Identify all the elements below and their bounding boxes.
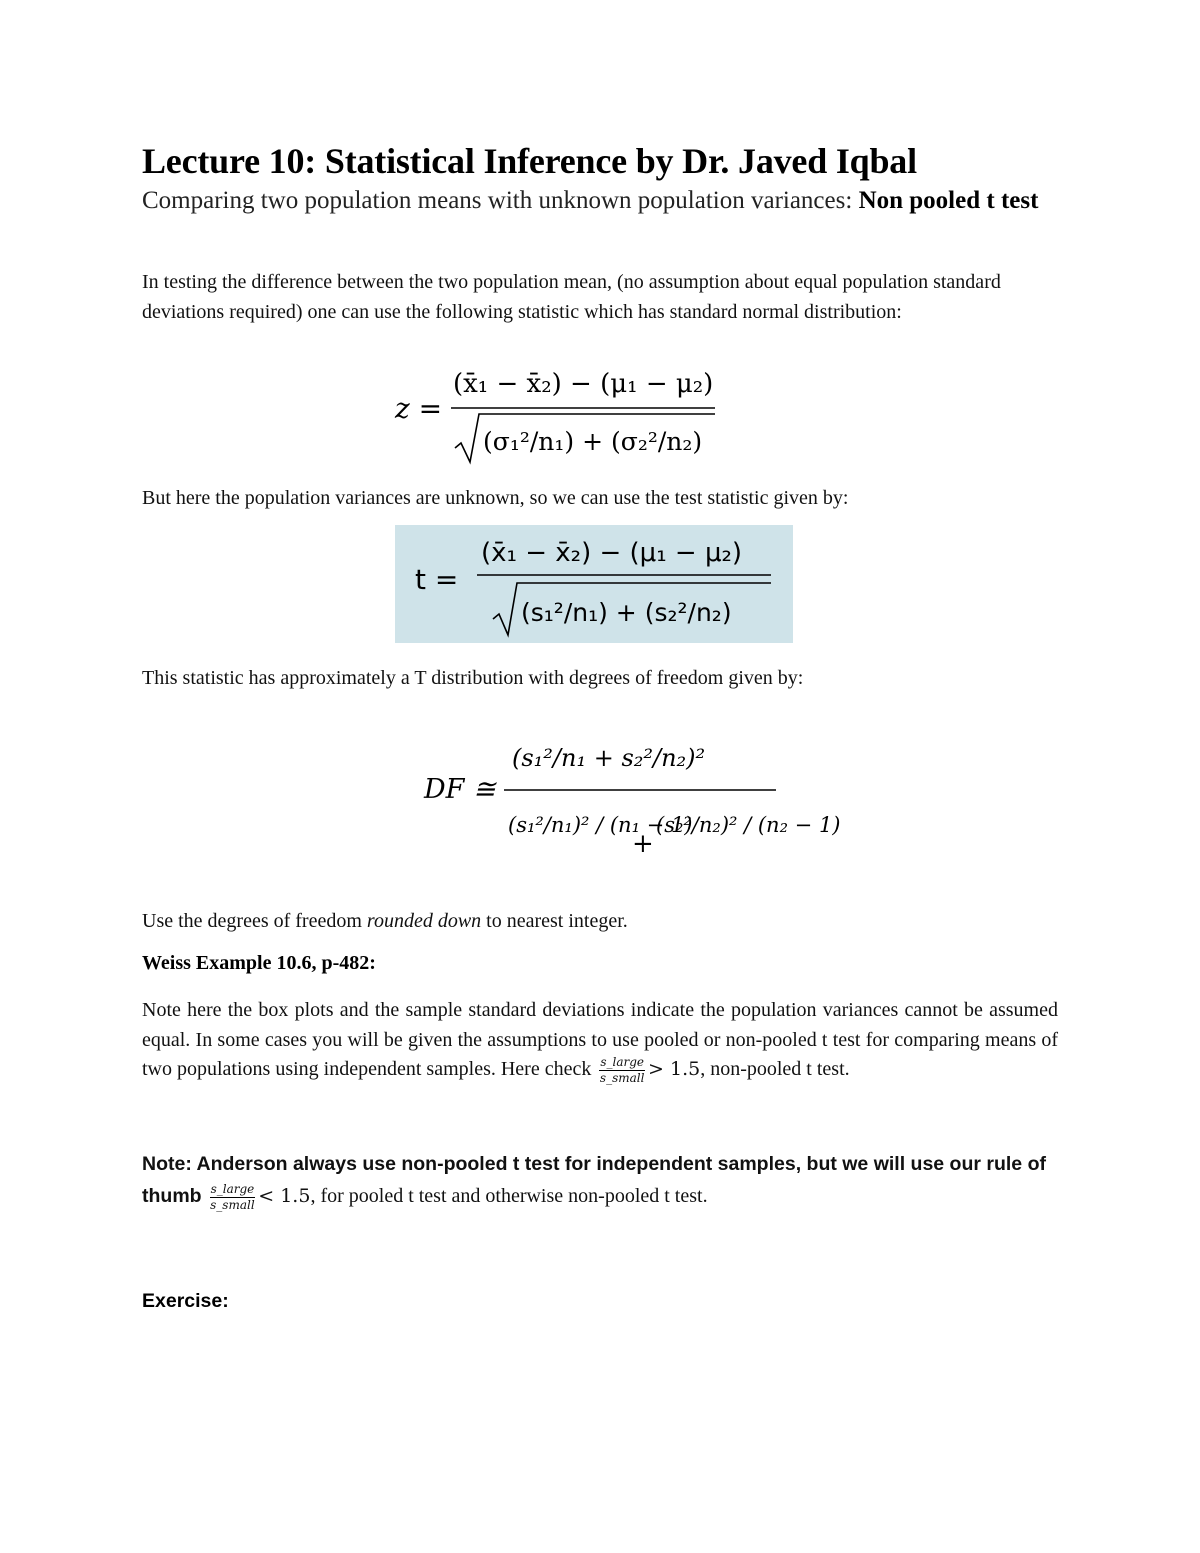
example-heading: Weiss Example 10.6, p-482: <box>142 952 376 974</box>
exercise-heading: Exercise: <box>142 1290 229 1312</box>
example-paragraph-text: Note here the box plots and the sample standard deviations indicate the population variances cannot be assumed equal. In some cases you will be given the assumptions to use pooled or non-pooled t test for comparing means of two populations using independent samples. Here check <box>142 999 1058 1080</box>
ratio-denominator: s_small <box>599 1070 645 1085</box>
z-formula-numerator: (x̄₁ − x̄₂) − (μ₁ − μ₂) <box>453 369 714 399</box>
rounding-text-before: Use the degrees of freedom <box>142 910 367 932</box>
df-plus-sign: + <box>632 829 654 859</box>
df-intro-text: This statistic has approximately a T distribution with degrees of freedom given by: <box>142 667 804 689</box>
intro-paragraph: In testing the difference between the two population mean, (no assumption about equal population standard deviations required) one can use the following statistic which has standard normal distribution: <box>142 271 1001 323</box>
df-formula-denominator-right: (s₂²/n₂)² / (n₂ − 1) <box>656 813 841 837</box>
page-title: Lecture 10: Statistical Inference by Dr. Javed Iqbal <box>142 141 917 181</box>
note-ratio-numerator: s_large <box>210 1181 255 1196</box>
subtitle <box>142 184 1042 218</box>
ratio-fraction <box>599 1056 645 1085</box>
df-formula <box>420 708 841 890</box>
subtitle-text: Comparing two population means with unknown population variances: <box>142 187 859 214</box>
note-math: < 1.5 <box>258 1185 311 1207</box>
df-formula-lhs: DF ≅ <box>424 774 496 805</box>
z-formula-lhs: z = <box>395 392 443 425</box>
subtitle-bold: Non pooled t test <box>858 187 1039 214</box>
t-formula-denominator: (s₁²/n₁) + (s₂²/n₂) <box>521 598 732 627</box>
example-tail-text: , non-pooled t test. <box>700 1058 850 1080</box>
note-ratio-fraction <box>210 1183 256 1212</box>
unknown-variances-text: But here the population variances are unknown, so we can use the test statistic given by: <box>142 487 849 509</box>
rounding-text-italic: rounded down <box>366 910 482 932</box>
df-formula-denominator-left: (s₁²/n₁)² / (n₁ − 1) <box>508 813 693 837</box>
example-tail-math: > 1.5 <box>648 1058 701 1080</box>
df-formula-numerator: (s₁²/n₁ + s₂²/n₂)² <box>512 744 706 772</box>
ratio-numerator: s_large <box>600 1054 645 1069</box>
example-paragraph <box>142 996 1058 1085</box>
t-formula-box <box>395 525 793 643</box>
z-formula-denominator: (σ₁²/n₁) + (σ₂²/n₂) <box>483 427 703 456</box>
t-formula-lhs: t = <box>415 563 459 596</box>
z-formula <box>385 362 735 466</box>
note-text: , for pooled t test and otherwise non-pooled t test. <box>310 1185 708 1207</box>
rounding-text-after: to nearest integer. <box>481 910 628 932</box>
rounding-text <box>142 907 1062 937</box>
t-formula-numerator: (x̄₁ − x̄₂) − (μ₁ − μ₂) <box>481 538 743 568</box>
note-ratio-denominator: s_small <box>210 1197 255 1212</box>
note-paragraph <box>142 1148 1062 1212</box>
note-bold-text: Note: Anderson always use non-pooled t test for independent samples, but we will use our rule of thumb <box>142 1153 1046 1207</box>
